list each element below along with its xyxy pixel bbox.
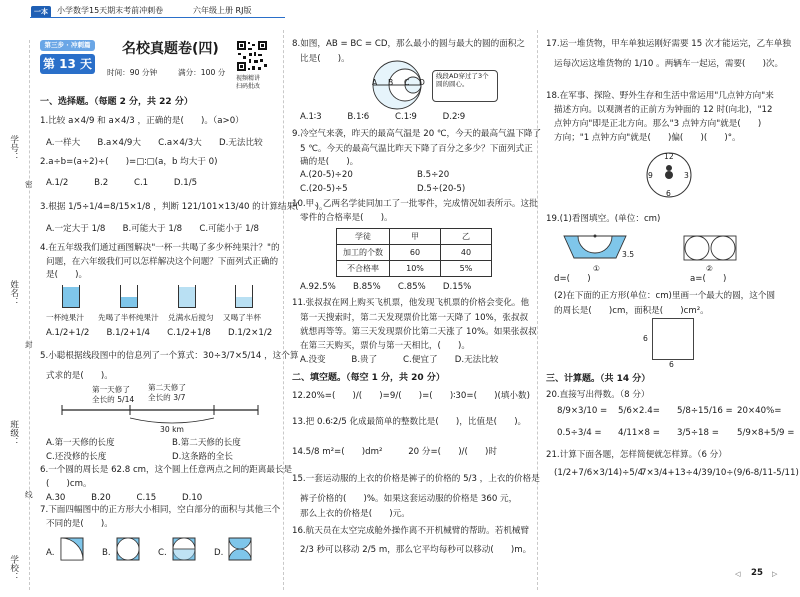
q2-options[interactable]: A.1/2 B.2 C.1 D.1/5 [46,178,198,188]
calc-item: 5/9×8+5/9 = [737,428,795,438]
table-row [337,261,492,277]
segment-label-day1: 第一天修了 [92,385,130,394]
q21-item-2: 7×3/4+13÷4/3 [641,468,707,478]
q8-note-bubble: 线段AD穿过了3个圆的圆心。 [432,70,498,102]
q21-item-3: 9/10÷(9/6-8/11-5/11) [707,468,799,478]
q10-line2: 零件的合格率是( )。 [300,213,393,223]
q7-figure-d[interactable] [228,537,252,561]
page-number: 25 [751,568,763,578]
q16-line2: 2/3 秒可以移动 2/5 m，那么它平均每秒可以移动( )m。 [300,545,532,555]
q19-2-line1: (2)在下面的正方形(单位：cm)里画一个最大的圆，这个圆 [554,291,776,301]
q15-line3: 那么上衣的价格是( )元。 [300,509,410,519]
q3-text: 3.根据 1/5÷1/4=8/15×1/8 ，判断 121/101×13/40 的计算结果( )。 [40,202,328,212]
q19-figure-1 [560,230,630,264]
q9-option-d[interactable]: D.5÷(20-5) [417,184,466,194]
q17-line2: 运每次运这堆货物的 1/10 。两辆车一起运，需要( )次。 [554,59,784,69]
qr-caption-1: 视频精讲 [236,75,261,82]
section-3-heading: 三、计算题。（共 14 分） [546,374,651,384]
q5-line2: 式求的是( )。 [46,371,113,381]
brand-logo: 一本 [31,6,51,18]
q18-line4: 方向；"1 点钟方向"就是( )偏( )( )°。 [554,133,741,143]
q18-line2: 描述方向。以观测者的正前方为钟面的 12 时(向北)，"12 [554,105,773,115]
q15-line2: 裤子价格的( )%。如果这套运动服的价格是 360 元， [300,494,518,504]
q16-line1: 16.航天员在太空完成舱外操作离不开机械臂的帮助。若机械臂 [292,526,530,536]
prev-page-icon[interactable]: ◁ [735,570,741,578]
cup-half-again [235,285,253,308]
q11-line1: 11.张叔叔在网上购买飞机票，他发现飞机票的价格会变化。他 [292,298,530,308]
q12-text: 12.20%=( )/( )=9/( )=( )∶30=( )(填小数) [292,391,530,401]
q10-line1: 10.甲、乙两名学徒同加工了一批零件，完成情况如表所示。这批 [292,199,538,209]
q11-line3: 就想再等等。第三天发现票价比第二天涨了 10%。如果张叔叔 [300,327,537,337]
cup-refilled [178,285,196,308]
q1-text: 1.比较 a×4/9 和 a×4/3 ，正确的是( )。（a>0） [40,116,244,126]
section-2-heading: 二、填空题。（每空 1 分，共 20 分） [292,373,445,383]
series-title: 小学数学15天期末考前冲刺卷 [57,6,164,15]
section-1-heading: 一、选择题。（每题 2 分，共 22 分） [40,97,193,107]
table-cell: 乙 [441,229,492,245]
q11-line4: 在第三天购买，票价与第一天相比，( )。 [300,341,470,351]
q5-option-a[interactable]: A.第一天修的长度 [46,438,115,448]
grade-label: 六年级上册 RJ版 [193,6,252,15]
q4-options[interactable]: A.1/2+1/2 B.1/2+1/4 C.1/2+1/8 D.1/2×1/2 [46,328,273,338]
segment-bottom-label: 30 km [160,425,184,434]
q19-fig2-mark: ② [706,264,713,273]
q14-text: 14.5/8 m²=( )dm² 20 分=( )/( )时 [292,447,497,457]
clock-label-3: 3 [684,171,689,180]
school-label: 学校： [8,555,19,581]
table-cell: 甲 [390,229,441,245]
q19-square[interactable] [652,318,694,360]
q7-figure-c[interactable] [172,537,196,561]
page-header [0,0,800,33]
q18-line1: 18.在军事、探险、野外生存和生活中常运用"几点钟方向"来 [546,91,774,101]
cup-caption-1: 一杯纯果汁 [46,313,84,322]
q5-line1: 5.小聪根据线段图中的信息列了一个算式：30÷3/7×5/14 ，这个算 [40,351,299,361]
q10-options[interactable]: A.92.5% B.85% C.85% D.15% [300,282,472,292]
q4-line3: 是( )。 [46,270,88,280]
clock-label-12: 12 [664,152,674,161]
q7-figure-b[interactable] [116,537,140,561]
day-badge: 第 13 天 [40,54,95,74]
q8-point-b: B [388,78,394,87]
q7-line1: 7.下面四幅图中的正方形大小相同，空白部分的面积与其他三个 [40,505,281,515]
q8-text-2: 比是( )。 [300,54,350,64]
table-cell: 40 [441,245,492,261]
q3-options[interactable]: A.一定大于 1/8 B.可能大于 1/8 C.可能小于 1/8 [46,224,260,234]
q19-square-side-left: 6 [643,334,648,343]
q15-line1: 15.一套运动服的上衣的价格是裤子的价格的 5/3 ，上衣的价格是 [292,474,540,484]
calc-item: 0.5÷3/4 = [557,428,602,438]
binding-cut-line [29,40,30,590]
clock-label-6: 6 [666,189,671,198]
q19-fig1-mark: ① [593,264,600,273]
qr-code[interactable] [236,40,268,72]
clock-label-9: 9 [648,171,653,180]
q19-figure-2 [682,232,738,262]
column-divider-1 [283,30,284,590]
q7-label-a: A. [46,548,55,558]
q19-2-line2: 的周长是( )cm，面积是( )cm²。 [554,306,709,316]
seal-char-feng: 封 [25,340,33,349]
q21-item-1: (1/2+7/6×3/14)÷5/4 [554,468,644,478]
q7-label-d: D. [214,548,224,558]
q9-option-a[interactable]: A.(20-5)÷20 [300,170,353,180]
score-info: 满分：100 分 [178,68,226,77]
q13-text: 13.把 0.6∶2/5 化成最简单的整数比是( )，比值是( )。 [292,417,527,427]
binding-strip [0,50,33,595]
q11-line2: 第一天搜索时，第二天发现票价比第一天降了 10%，张叔叔 [300,313,529,323]
q4-line1: 4.在五年级我们通过画图解决"一杯一共喝了多少杯纯果汁？"的 [40,243,280,253]
q7-line2: 不同的是( )。 [46,519,113,529]
segment-label-day2: 第二天修了 [148,383,186,392]
q19-fig1-dimension: 3.5 [622,250,635,259]
q9-line3: 确的是( )。 [300,157,359,167]
q17-line1: 17.运一堆货物，甲车单独运刚好需要 15 次才能运完，乙车单独 [546,39,791,49]
seal-char-mi: 密 [25,180,33,189]
q9-option-b[interactable]: B.5÷20 [417,170,450,180]
q9-option-c[interactable]: C.(20-5)÷5 [300,184,348,194]
next-page-icon[interactable]: ▷ [772,570,778,578]
calc-item: 4/11×8 = [618,428,660,438]
table-cell: 不合格率 [337,261,390,277]
q4-line2: 问题，在六年级我们可以怎样解决这个问题？下面列式正确的 [46,257,279,267]
q9-line1: 9.冷空气来袭，昨天的最高气温是 20 ℃，今天的最高气温下降了 [292,129,542,139]
time-info: 时间：90 分钟 [107,68,158,77]
table-cell: 5% [441,261,492,277]
table-cell: 60 [390,245,441,261]
q8-point-a: A [372,78,378,87]
q19-d-answer: d=( ) [554,274,591,284]
q19-a-answer: a=( ) [690,274,727,284]
q10-table [336,228,492,277]
cup-caption-2: 先喝了半杯纯果汁 [98,313,159,322]
q20-text: 20.直接写出得数。（8 分） [546,390,650,400]
calc-item: 20×40%= [737,406,782,416]
q7-label-c: C. [158,548,167,558]
q11-options[interactable]: A.没变 B.贵了 C.便宜了 D.无法比较 [300,355,499,365]
table-row [337,245,492,261]
step-badge: 第三步 · 冲刺篇 [40,40,95,51]
q5-option-b[interactable]: B.第二天修的长度 [172,438,241,448]
calc-item: 8/9×3/10 = [557,406,608,416]
table-row [337,229,492,245]
exam-title: 名校真题卷(四) [122,41,219,57]
q7-figure-a[interactable] [60,537,84,561]
q2-text: 2.a÷b=(a÷2)÷( )=□∶□(a，b 均大于 0) [40,157,218,167]
cup-caption-3: 兑满水后搅匀 [168,313,214,322]
seal-char-xian: 线 [25,490,33,499]
q7-label-b: B. [102,548,111,558]
cup-half-juice [120,285,138,308]
q18-line3: 点钟方向"即是正北方向。那么"3 点钟方向"就是( ) [554,119,762,129]
calc-item: 5/8÷15/16 = [677,406,733,416]
q21-text: 21.计算下面各题，怎样简便就怎样算。（6 分） [546,450,727,460]
calc-item: 3/5÷18 = [677,428,719,438]
segment-label-day1-frac: 全长的 5/14 [92,395,135,404]
column-divider-2 [537,30,538,590]
q6-line2: ( )cm。 [46,479,92,489]
q6-line1: 6.一个圆的周长是 62.8 cm，这个圆上任意两点之间的距离最长是 [40,465,293,475]
student-name-label: 姓名： [8,280,19,306]
q5-option-d[interactable]: D.这条路的全长 [172,452,233,462]
q8-text: 8.如图，AB = BC = CD，那么最小的圆与最大的圆的面积之 [292,39,525,49]
q8-options[interactable]: A.1∶3 B.1∶6 C.1∶9 D.2∶9 [300,112,466,122]
qr-caption-2: 扫码批改 [236,83,261,90]
table-cell: 10% [390,261,441,277]
calc-item: 5/6×2.4= [618,406,660,416]
q19-square-side-bottom: 6 [669,360,674,369]
student-number-label: 学号： [8,135,19,161]
q8-point-c: C [404,78,410,87]
q9-line2: 5 ℃。今天的最高气温比昨天下降了百分之多少？下面列式正 [300,144,533,154]
cup-full-juice [62,285,80,308]
header-rule [30,17,285,18]
class-label: 班级： [8,420,19,446]
q5-option-c[interactable]: C.还没修的长度 [46,452,107,462]
q1-options[interactable]: A.一样大 B.a×4/9大 C.a×4/3大 D.无法比较 [46,138,263,148]
cup-caption-4: 又喝了半杯 [223,313,261,322]
q19-text: 19.(1)看图填空。(单位：cm) [546,214,661,224]
q6-options[interactable]: A.30 B.20 C.15 D.10 [46,493,203,503]
table-cell: 学徒 [337,229,390,245]
table-cell: 加工的个数 [337,245,390,261]
q8-point-d: D [419,78,425,87]
segment-label-day2-frac: 全长的 3/7 [148,393,186,402]
